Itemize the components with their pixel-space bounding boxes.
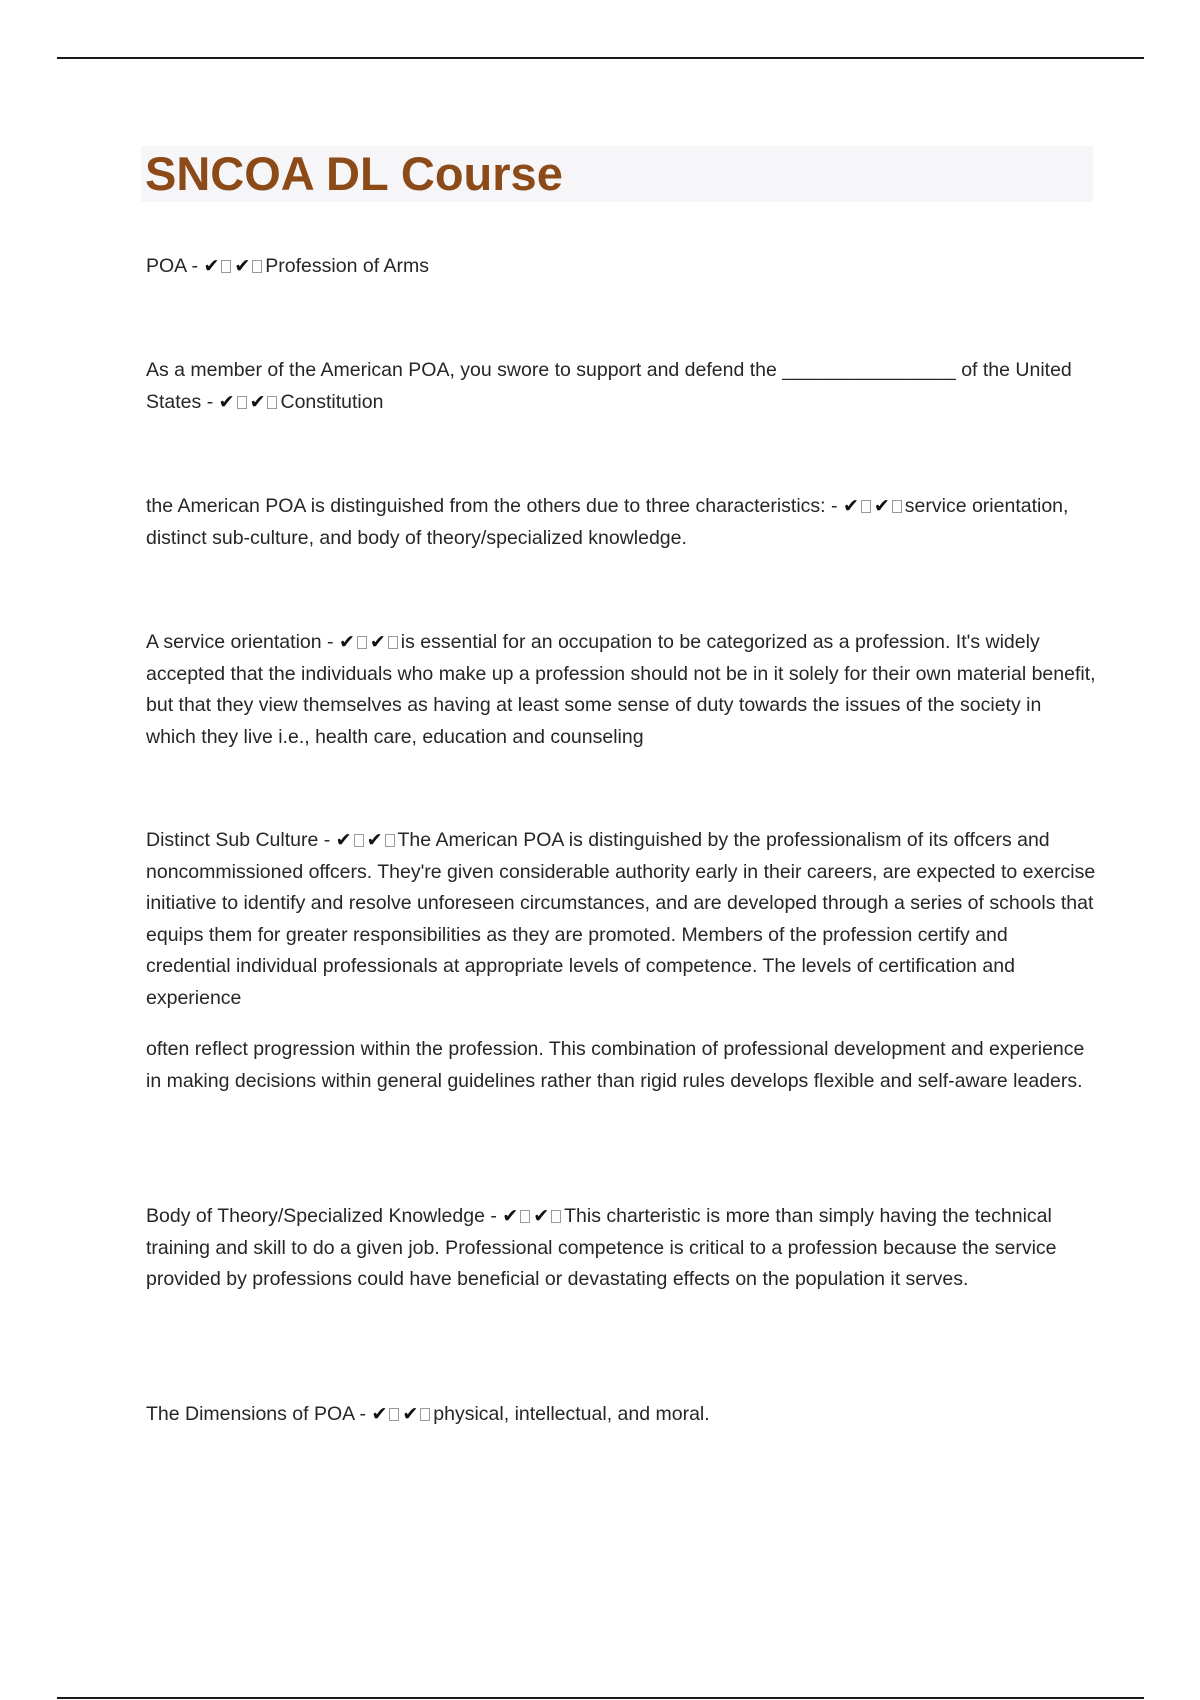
entry-separator: - <box>321 631 339 653</box>
entry-separator: - <box>825 495 843 517</box>
check-icon: ✔ <box>203 255 220 277</box>
missing-glyph-icon <box>420 1408 430 1421</box>
entry-answer: service orientation, distinct sub-culture, and body of theory/specialized knowledge. <box>146 495 1069 549</box>
check-icon: ✔ <box>369 631 386 653</box>
check-icon: ✔ <box>402 1403 419 1425</box>
entry-separator: - <box>186 255 204 277</box>
entry-answer: is essential for an occupation to be categorized as a profession. It's widely accepted that the individuals who make up a profession should not be in it solely for their own material benefit, but that they view themselves as having at least some sense of duty towards the issues of the society in which they live i.e., health care, education and counseling <box>146 631 1096 748</box>
entry-term: POA <box>146 255 187 277</box>
missing-glyph-icon <box>388 636 398 649</box>
check-icon: ✔ <box>873 495 890 517</box>
entry-term: The Dimensions of POA <box>146 1403 355 1425</box>
entry-term: A service orientation <box>146 631 322 653</box>
entry-term: Body of Theory/Specialized Knowledge <box>146 1205 485 1227</box>
entry-answer: The American POA is distinguished by the professionalism of its offcers and noncommissioned offcers. They're given considerable authority early in their careers, are expected to exercise initiative to identify and resolve unforeseen circumstances, and are developed through a series of schools that equips them for greater responsibilities as they are promoted. Members of the profession certify and credential individual professionals at appropriate levels of competence. The levels of certification and experience <box>146 829 1096 1009</box>
flashcard-entry <box>146 825 1096 1014</box>
entry-separator: - <box>354 1403 372 1425</box>
entry-separator: - <box>318 829 336 851</box>
check-icon: ✔ <box>371 1403 388 1425</box>
check-icon: ✔ <box>502 1205 519 1227</box>
flashcard-entry <box>146 627 1096 753</box>
missing-glyph-icon <box>357 636 367 649</box>
missing-glyph-icon <box>237 396 247 409</box>
flashcard-entry <box>146 251 1096 283</box>
check-icon: ✔ <box>533 1205 550 1227</box>
missing-glyph-icon <box>267 396 277 409</box>
missing-glyph-icon <box>385 834 395 847</box>
flashcard-entry <box>146 355 1096 418</box>
entry-term: the American POA is distinguished from the others due to three characteristics: <box>146 495 826 517</box>
entry-term: As a member of the American POA, you swore to support and defend the ________________ of the United States <box>146 359 1072 413</box>
flashcard-entry <box>146 1399 1096 1431</box>
missing-glyph-icon <box>252 260 262 273</box>
missing-glyph-icon <box>221 260 231 273</box>
entry-answer: Profession of Arms <box>265 255 429 277</box>
check-icon: ✔ <box>335 829 352 851</box>
missing-glyph-icon <box>892 500 902 513</box>
missing-glyph-icon <box>389 1408 399 1421</box>
missing-glyph-icon <box>354 834 364 847</box>
entry-answer: This charteristic is more than simply having the technical training and skill to do a given job. Professional competence is critical to a profession because the service provided by professions could have beneficial or devastating effects on the population it serves. <box>146 1205 1057 1290</box>
missing-glyph-icon <box>520 1210 530 1223</box>
check-icon: ✔ <box>366 829 383 851</box>
entry-answer: Constitution <box>280 390 384 413</box>
check-icon: ✔ <box>234 255 251 277</box>
flashcard-entry <box>146 1201 1096 1296</box>
entry-term: Distinct Sub Culture <box>146 829 319 851</box>
check-icon: ✔ <box>338 631 355 653</box>
check-icon: ✔ <box>218 390 235 413</box>
header-rule <box>57 57 1144 59</box>
document-title: SNCOA DL Course <box>145 147 563 200</box>
entry-separator: - <box>484 1205 503 1227</box>
entry-separator: - <box>201 390 219 413</box>
entry-answer: physical, intellectual, and moral. <box>433 1403 710 1425</box>
entry-continuation: often reflect progression within the profession. This combination of professional development and experience in making decisions within general guidelines rather than rigid rules develops flexible and self-aware leaders. <box>146 1038 1085 1092</box>
check-icon: ✔ <box>842 495 859 517</box>
check-icon: ✔ <box>249 390 266 413</box>
missing-glyph-icon <box>551 1210 561 1223</box>
missing-glyph-icon <box>861 500 871 513</box>
footer-rule <box>57 1697 1144 1699</box>
flashcard-entry <box>146 491 1096 554</box>
